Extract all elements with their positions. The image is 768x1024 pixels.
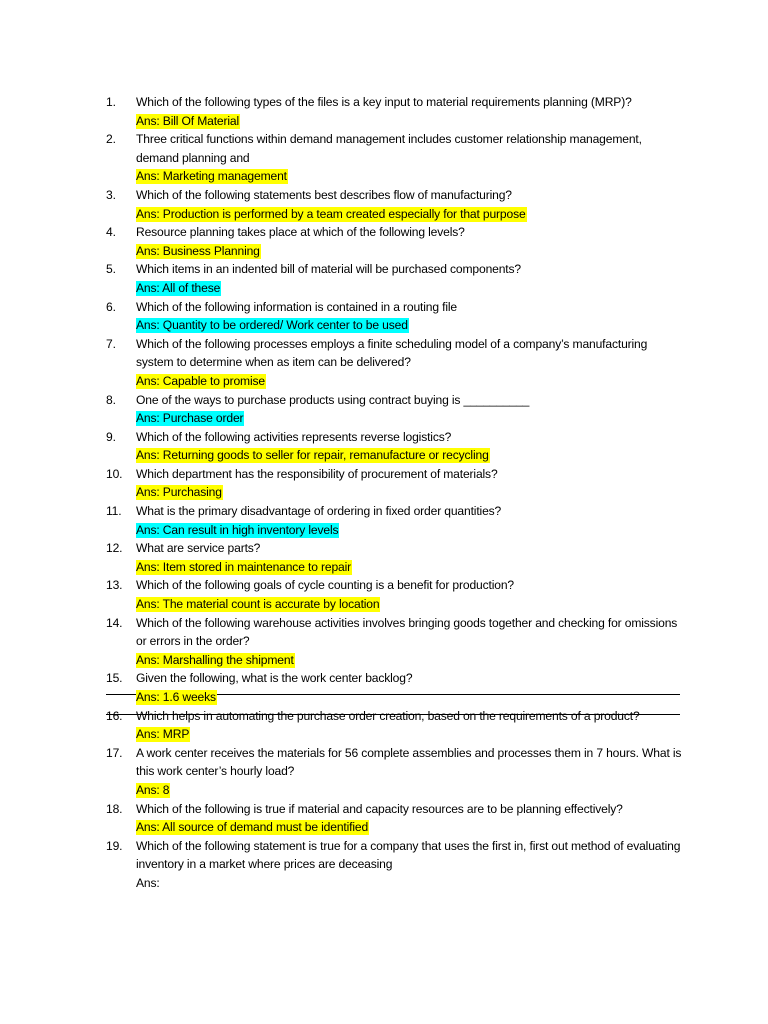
list-item <box>106 502 686 539</box>
question-text: A work center receives the materials for 56 complete assemblies and processes them in 7 hours. What is this work center’s hourly load? <box>136 745 682 779</box>
item-number: 17. <box>106 745 123 760</box>
list-item <box>106 260 686 297</box>
item-number: 4. <box>106 225 116 240</box>
answer-text: Ans: Quantity to be ordered/ Work center to be used <box>136 318 408 333</box>
question-text: Which of the following types of the files is a key input to material requirements planning (MRP)? <box>136 95 632 109</box>
item-number: 3. <box>106 187 116 202</box>
item-body <box>136 800 686 837</box>
item-number: 6. <box>106 299 116 314</box>
item-body <box>136 186 686 223</box>
answer-text: Ans: Purchasing <box>136 485 222 500</box>
answer-line <box>136 521 686 540</box>
answer-line <box>136 688 686 707</box>
list-item <box>106 335 686 391</box>
question-text: Given the following, what is the work center backlog? <box>136 671 413 686</box>
item-number: 1. <box>106 95 116 109</box>
item-number: 13. <box>106 578 123 593</box>
question-text: Which items in an indented bill of material will be purchased components? <box>136 262 521 277</box>
answer-line <box>136 279 686 298</box>
answer-text: Ans: 1.6 weeks <box>136 690 216 704</box>
answer-line <box>136 874 686 893</box>
list-item <box>106 465 686 502</box>
answer-line <box>136 818 686 837</box>
item-body <box>136 669 686 706</box>
answer-text: Ans: MRP <box>136 727 190 742</box>
answer-text: Ans: Bill Of Material <box>136 113 240 128</box>
answer-text: Ans: 8 <box>136 782 170 797</box>
item-number: 19. <box>106 838 123 853</box>
item-body <box>136 744 686 800</box>
answer-line <box>136 316 686 335</box>
answer-text: Ans: All source of demand must be identified <box>136 820 369 835</box>
answer-text: Ans: Production is performed by a team created especially for that purpose <box>136 206 526 221</box>
item-body <box>136 93 686 130</box>
answer-line <box>136 558 686 577</box>
question-text: Which helps in automating the purchase order creation, based on the requirements of a product? <box>136 708 640 723</box>
answer-text: Ans: Business Planning <box>136 243 260 258</box>
answer-text: Ans: Marketing management <box>136 169 287 184</box>
answer-line <box>136 595 686 614</box>
item-body <box>136 130 686 186</box>
answer-line <box>136 409 686 428</box>
answer-text: Ans: Can result in high inventory levels <box>136 522 339 537</box>
question-text: Which of the following activities represents reverse logistics? <box>136 429 452 444</box>
item-number: 8. <box>106 392 116 407</box>
list-item <box>106 539 686 576</box>
list-item <box>106 614 686 670</box>
item-number: 12. <box>106 541 123 556</box>
list-item <box>106 186 686 223</box>
list-item <box>106 576 686 613</box>
question-text: What is the primary disadvantage of ordering in fixed order quantities? <box>136 504 502 519</box>
item-number: 2. <box>106 132 116 147</box>
list-item <box>106 744 686 800</box>
item-body <box>136 391 686 428</box>
item-body <box>136 837 686 893</box>
answer-line <box>136 167 686 186</box>
answer-line <box>136 725 686 744</box>
answer-line <box>136 483 686 502</box>
list-item <box>106 93 686 130</box>
list-item <box>106 298 686 335</box>
answer-text: Ans: Marshalling the shipment <box>136 652 294 667</box>
item-number: 11. <box>106 504 122 519</box>
item-body <box>136 576 686 613</box>
list-item <box>106 391 686 428</box>
item-number: 14. <box>106 615 123 630</box>
answer-text: Ans: Purchase order <box>136 411 244 426</box>
answer-line <box>136 112 686 131</box>
answer-line <box>136 781 686 800</box>
question-text: Which department has the responsibility of procurement of materials? <box>136 466 498 481</box>
item-number: 9. <box>106 429 116 444</box>
answer-text: Ans: Item stored in maintenance to repair <box>136 559 352 574</box>
question-text: Resource planning takes place at which of the following levels? <box>136 225 465 240</box>
item-body <box>136 707 686 744</box>
item-number: 18. <box>106 801 123 816</box>
item-body <box>136 502 686 539</box>
list-item <box>106 223 686 260</box>
question-text: Which of the following statements best describes flow of manufacturing? <box>136 187 512 202</box>
item-number: 5. <box>106 262 116 277</box>
question-text: Which of the following goals of cycle counting is a benefit for production? <box>136 578 514 593</box>
item-number: 16. <box>106 708 123 723</box>
answer-line <box>136 242 686 261</box>
item-body <box>136 298 686 335</box>
answer-line <box>136 446 686 465</box>
question-text: Which of the following statement is true for a company that uses the first in, first out method of evaluating inventory in a market where prices are deceasing <box>136 838 681 872</box>
item-body <box>136 223 686 260</box>
answer-text: Ans: <box>136 875 160 890</box>
answer-line <box>136 651 686 670</box>
list-item <box>106 837 686 893</box>
answer-text: Ans: The material count is accurate by location <box>136 597 380 612</box>
question-text: Which of the following is true if material and capacity resources are to be planning effectively? <box>136 801 623 816</box>
answer-text: Ans: All of these <box>136 280 221 295</box>
answer-text: Ans: Capable to promise <box>136 373 265 388</box>
item-body <box>136 260 686 297</box>
item-body <box>136 335 686 391</box>
list-item <box>106 669 686 706</box>
item-number: 10. <box>106 466 123 481</box>
answer-line <box>136 205 686 224</box>
list-item <box>106 130 686 186</box>
item-body <box>136 428 686 465</box>
question-text: Which of the following warehouse activities involves bringing goods together and checking for omissions or errors in the order? <box>136 615 678 649</box>
item-body <box>136 465 686 502</box>
item-number: 7. <box>106 336 116 351</box>
item-body <box>136 614 686 670</box>
question-text: Three critical functions within demand management includes customer relationship management, demand planning and <box>136 132 642 165</box>
question-list <box>106 93 686 893</box>
answer-line <box>136 372 686 391</box>
question-text: One of the ways to purchase products using contract buying is __________ <box>136 392 530 407</box>
item-number: 15. <box>106 671 123 686</box>
list-item <box>106 800 686 837</box>
item-body <box>136 539 686 576</box>
question-text: Which of the following information is contained in a routing file <box>136 299 457 314</box>
question-text: What are service parts? <box>136 541 261 556</box>
answer-text: Ans: Returning goods to seller for repair, remanufacture or recycling <box>136 448 489 463</box>
list-item <box>106 707 686 744</box>
question-text: Which of the following processes employs a finite scheduling model of a company’s manufacturing system to determine when as item can be delivered? <box>136 336 648 370</box>
list-item <box>106 428 686 465</box>
